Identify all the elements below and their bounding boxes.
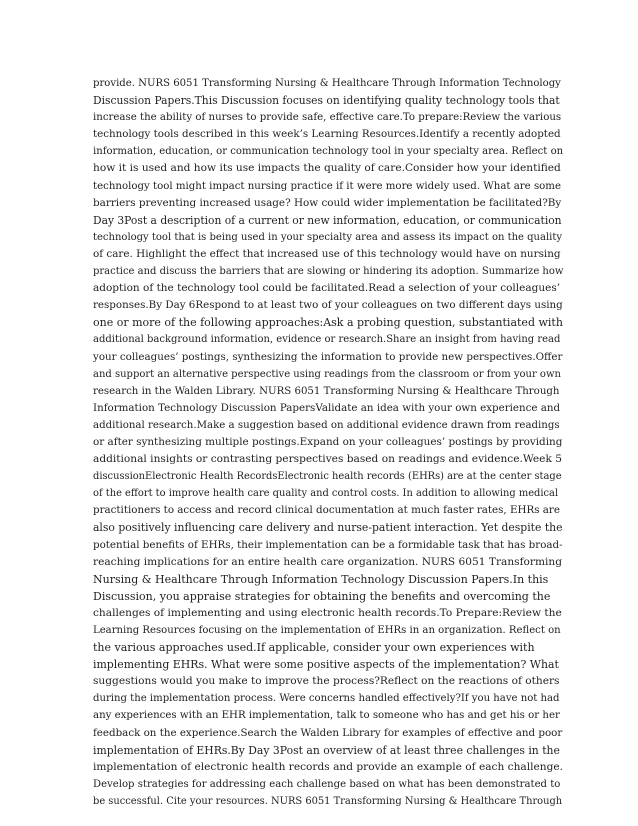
text-line: practice and discuss the barriers that are slowing or hindering its adoption. Summarize how <box>93 266 564 278</box>
text-line: Nursing & Healthcare Through Information Technology Discussion Papers.In this <box>93 572 549 586</box>
text-line: technology tool that is being used in your specialty area and assess its impact on the quality <box>93 231 563 243</box>
text-line: also positively influencing care delivery and nurse-patient interaction. Yet despite the <box>93 521 563 535</box>
text-line: the various approaches used.If applicable, consider your own experiences with <box>93 641 535 655</box>
text-line: research in the Walden Library. NURS 6051 Transforming Nursing & Healthcare Through <box>93 385 560 397</box>
text-line: technology tool might impact nursing practice if it were more widely used. What are some <box>93 180 561 192</box>
text-line: information, education, or communication technology tool in your specialty area. Reflect on <box>93 146 564 158</box>
text-line: during the implementation process. Were concerns handled effectively?If you have not had <box>93 693 560 705</box>
text-line: reaching implications for an entire health care organization. NURS 6051 Transforming <box>93 555 562 568</box>
text-line: or after synthesizing multiple postings.Expand on your colleagues’ postings by providing <box>93 435 563 448</box>
text-line: suggestions would you make to improve the process?Reflect on the reactions of others <box>93 675 560 688</box>
text-line: increase the ability of nurses to provide safe, effective care.To prepare:Review the various <box>93 112 562 124</box>
text-line: provide. NURS 6051 Transforming Nursing & Healthcare Through Information Technology <box>93 78 561 89</box>
text-line: your colleagues’ postings, synthesizing the information to provide new perspectives.Offer <box>93 350 563 363</box>
text-line: implementing EHRs. What were some positive aspects of the implementation? What <box>93 658 559 672</box>
text-line: additional background information, evidence or research.Share an insight from having read <box>93 334 561 346</box>
text-line: technology tools described in this week’s Learning Resources.Identify a recently adopted <box>93 128 561 141</box>
text-line: additional research.Make a suggestion based on additional evidence drawn from readings <box>93 419 560 431</box>
text-line: additional insights or contrasting perspectives based on readings and evidence.Week 5 <box>93 453 562 466</box>
text-line: how it is used and how its use impacts the quality of care.Consider how your identified <box>93 162 561 175</box>
text-line: practitioners to access and record clinical documentation at much faster rates, EHRs are <box>93 504 560 517</box>
document-body-text <box>93 75 563 810</box>
text-line: any experiences with an EHR implementation, talk to someone who has and get his or her <box>93 710 560 722</box>
text-line: Learning Resources focusing on the implementation of EHRs in an organization. Reflect on <box>93 625 561 636</box>
text-line: Discussion, you appraise strategies for obtaining the benefits and overcoming the <box>93 589 551 603</box>
text-line: implementation of electronic health records and provide an example of each challenge. <box>93 760 564 773</box>
text-line: Develop strategies for addressing each challenge based on what has been demonstrated to <box>93 778 561 790</box>
text-line: potential benefits of EHRs, their implementation can be a formidable task that has broad- <box>93 538 563 551</box>
text-line: of care. Highlight the effect that increased use of this technology would have on nursing <box>93 247 561 260</box>
text-line: implementation of EHRs.By Day 3Post an overview of at least three challenges in the <box>93 743 560 757</box>
text-line: feedback on the experience.Search the Walden Library for examples of effective and poor <box>93 726 563 739</box>
text-line: Day 3Post a description of a current or new information, education, or communication <box>93 213 562 227</box>
text-line: and support an alternative perspective using readings from the classroom or from your own <box>93 368 561 380</box>
text-line: discussionElectronic Health RecordsElectronic health records (EHRs) are at the center stage <box>93 471 562 483</box>
text-line: one or more of the following approaches:Ask a probing question, substantiated with <box>93 316 563 330</box>
text-line: Discussion Papers.This Discussion focuses on identifying quality technology tools that <box>93 94 560 108</box>
text-line: responses.By Day 6Respond to at least two of your colleagues on two different days using <box>93 299 563 312</box>
text-line: be successful. Cite your resources. NURS 6051 Transforming Nursing & Healthcare Through <box>93 795 563 807</box>
text-line: challenges of implementing and using electronic health records.To Prepare:Review the <box>93 606 562 619</box>
text-line: barriers preventing increased usage? How could wider implementation be facilitated?By <box>93 196 562 209</box>
text-line: Information Technology Discussion PapersValidate an idea with your own experience and <box>93 401 561 414</box>
text-line: adoption of the technology tool could be facilitated.Read a selection of your colleagues’ <box>93 282 561 295</box>
text-line: of the effort to improve health care quality and control costs. In addition to allowing medical <box>93 488 559 500</box>
